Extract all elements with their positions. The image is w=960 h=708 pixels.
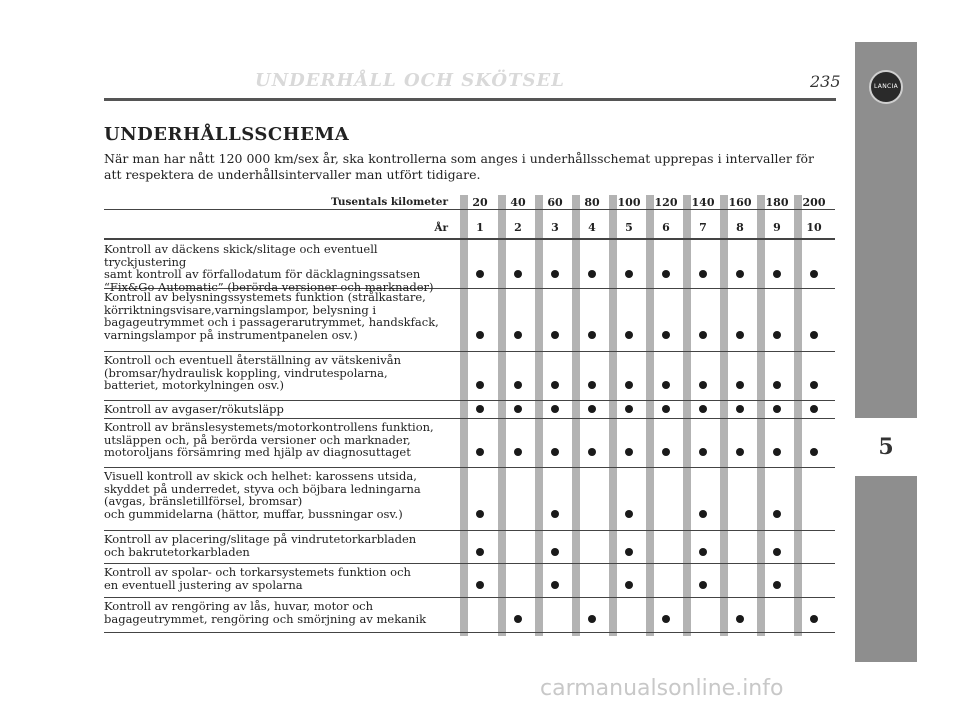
check-dot (773, 510, 781, 518)
row-label-line: Visuell kontroll av skick och helhet: karossens utsida, (104, 469, 417, 483)
km-label: Tusentals kilometer (330, 196, 448, 208)
check-dot (699, 510, 707, 518)
header-rule (104, 98, 836, 101)
check-dot (476, 510, 484, 518)
check-dot (625, 381, 633, 389)
row-label-line: och gummidelarna (hättor, muffar, bussningar osv.) (104, 506, 403, 521)
row-label-line: Kontroll och eventuell återställning av vätskenivån (104, 353, 401, 367)
column-stripe (757, 195, 765, 636)
check-dot (625, 405, 633, 413)
lancia-logo-icon: LANCIA (869, 70, 903, 104)
km-value: 100 (617, 196, 641, 209)
row-label-line: Kontroll av belysningssystemets funktion (strålkastare, (104, 290, 426, 304)
table-row-label (104, 533, 454, 558)
row-label-line: Kontroll av rengöring av lås, huvar, motor och (104, 599, 374, 613)
check-dot (662, 331, 670, 339)
check-dot (551, 331, 559, 339)
check-dot (773, 405, 781, 413)
check-dot (588, 270, 596, 278)
table-divider (104, 418, 835, 419)
table-divider (104, 563, 835, 564)
table-divider (104, 209, 835, 210)
km-value: 180 (765, 196, 789, 209)
table-divider (104, 238, 835, 240)
column-stripe (572, 195, 580, 636)
row-label-line: Kontroll av placering/slitage på vindrutetorkarbladen (104, 532, 417, 546)
check-dot (810, 405, 818, 413)
row-label-line: batteriet, motorkylningen osv.) (104, 378, 285, 392)
check-dot (699, 331, 707, 339)
check-dot (551, 581, 559, 589)
check-dot (773, 581, 781, 589)
row-label-line: körriktningsvisare,varningslampor, belysning i (104, 302, 377, 317)
column-stripe (646, 195, 654, 636)
check-dot (514, 381, 522, 389)
table-row-label (104, 243, 454, 293)
check-dot (551, 270, 559, 278)
year-value: 7 (699, 221, 707, 234)
table-row-label (104, 566, 454, 591)
check-dot (476, 270, 484, 278)
table-divider (104, 351, 835, 352)
check-dot (736, 270, 744, 278)
check-dot (551, 510, 559, 518)
check-dot (625, 548, 633, 556)
check-dot (588, 405, 596, 413)
check-dot (476, 548, 484, 556)
column-stripe (794, 195, 802, 636)
year-value: 5 (625, 221, 633, 234)
watermark: carmanualsonline.info (540, 676, 784, 701)
check-dot (662, 615, 670, 623)
check-dot (810, 448, 818, 456)
check-dot (736, 381, 744, 389)
check-dot (662, 448, 670, 456)
check-dot (699, 381, 707, 389)
check-dot (736, 331, 744, 339)
check-dot (662, 405, 670, 413)
year-value: 3 (551, 221, 559, 234)
km-value: 200 (802, 196, 826, 209)
row-label-line: en eventuell justering av spolarna (104, 577, 303, 592)
check-dot (773, 548, 781, 556)
check-dot (625, 581, 633, 589)
row-label-line: “Fix&Go Automatic” (berörda versioner och marknader) (104, 279, 434, 294)
check-dot (476, 581, 484, 589)
check-dot (625, 448, 633, 456)
check-dot (476, 331, 484, 339)
check-dot (699, 581, 707, 589)
intro-paragraph: När man har nått 120 000 km/sex år, ska kontrollerna som anges i underhållsschemat upprepas i intervaller för att respektera de underhållsintervaller man utfört tidigare. (104, 151, 814, 182)
check-dot (514, 448, 522, 456)
check-dot (588, 448, 596, 456)
check-dot (662, 381, 670, 389)
column-stripe (460, 195, 468, 636)
table-row-label (104, 291, 454, 341)
year-value: 8 (736, 221, 744, 234)
km-value: 20 (472, 196, 488, 209)
column-stripe (609, 195, 617, 636)
check-dot (699, 548, 707, 556)
row-label-line: Kontroll av bränslesystemets/motorkontrollens funktion, (104, 420, 434, 434)
check-dot (662, 270, 670, 278)
column-stripe (498, 195, 506, 636)
check-dot (736, 615, 744, 623)
check-dot (699, 270, 707, 278)
section-header: UNDERHÅLL OCH SKÖTSEL (255, 70, 565, 91)
check-dot (551, 381, 559, 389)
check-dot (551, 405, 559, 413)
km-value: 60 (547, 196, 563, 209)
check-dot (736, 405, 744, 413)
table-row-label (104, 421, 454, 459)
check-dot (810, 331, 818, 339)
table-row-label (104, 600, 454, 625)
check-dot (476, 448, 484, 456)
check-dot (551, 448, 559, 456)
check-dot (699, 448, 707, 456)
check-dot (810, 615, 818, 623)
check-dot (476, 381, 484, 389)
row-label-line: (bromsar/hydraulisk koppling, vindrutespolarna, (104, 365, 388, 380)
row-label-line: utsläppen och, på berörda versioner och marknader, (104, 432, 411, 447)
check-dot (625, 331, 633, 339)
check-dot (551, 548, 559, 556)
row-label-line: skyddet på underredet, styva och böjbara ledningarna (104, 481, 421, 496)
column-stripe (535, 195, 543, 636)
column-stripe (720, 195, 728, 636)
table-divider (104, 597, 835, 598)
check-dot (514, 615, 522, 623)
chapter-tab[interactable]: 5 (855, 418, 917, 476)
year-value: 1 (476, 221, 484, 234)
check-dot (773, 270, 781, 278)
check-dot (514, 405, 522, 413)
check-dot (514, 270, 522, 278)
table-divider (104, 632, 835, 633)
row-label-line: motoroljans försämring med hjälp av diagnosuttaget (104, 445, 411, 459)
year-value: 9 (773, 221, 781, 234)
check-dot (699, 405, 707, 413)
year-value: 2 (514, 221, 522, 234)
km-value: 80 (584, 196, 600, 209)
table-divider (104, 467, 835, 468)
row-label-line: bagageutrymmet och i passagerarutrymmet, handskfack, (104, 315, 439, 329)
table-row-label (104, 470, 454, 520)
chapter-sidebar (855, 42, 917, 662)
year-value: 4 (588, 221, 596, 234)
check-dot (773, 448, 781, 456)
km-value: 160 (728, 196, 752, 209)
check-dot (588, 615, 596, 623)
page-title: UNDERHÅLLSSCHEMA (104, 124, 350, 145)
year-value: 6 (662, 221, 670, 234)
row-label-line: och bakrutetorkarbladen (104, 544, 250, 559)
check-dot (588, 381, 596, 389)
check-dot (773, 331, 781, 339)
table-row-label (104, 403, 454, 416)
check-dot (625, 270, 633, 278)
row-label-line: (avgas, bränsletillförsel, bromsar) (104, 494, 303, 508)
check-dot (625, 510, 633, 518)
page-number: 235 (810, 72, 841, 91)
table-divider (104, 530, 835, 531)
row-label-line: samt kontroll av förfallodatum för däcklagningssatsen (104, 267, 421, 281)
row-label-line: bagageutrymmet, rengöring och smörjning av mekanik (104, 611, 427, 626)
km-value: 120 (654, 196, 678, 209)
row-label-line: varningslampor på instrumentpanelen osv.) (104, 327, 358, 342)
check-dot (514, 331, 522, 339)
table-row-label (104, 354, 454, 392)
year-value: 10 (806, 221, 822, 234)
row-label-line: Kontroll av däckens skick/slitage och eventuell tryckjustering (104, 242, 378, 269)
check-dot (736, 448, 744, 456)
check-dot (810, 270, 818, 278)
table-divider (104, 400, 835, 401)
check-dot (810, 381, 818, 389)
check-dot (476, 405, 484, 413)
check-dot (773, 381, 781, 389)
km-value: 40 (510, 196, 526, 209)
row-label-line: Kontroll av avgaser/rökutsläpp (104, 402, 284, 416)
column-stripe (683, 195, 691, 636)
row-label-line: Kontroll av spolar- och torkarsystemets funktion och (104, 565, 411, 579)
year-label: År (434, 222, 448, 234)
km-value: 140 (691, 196, 715, 209)
check-dot (588, 331, 596, 339)
